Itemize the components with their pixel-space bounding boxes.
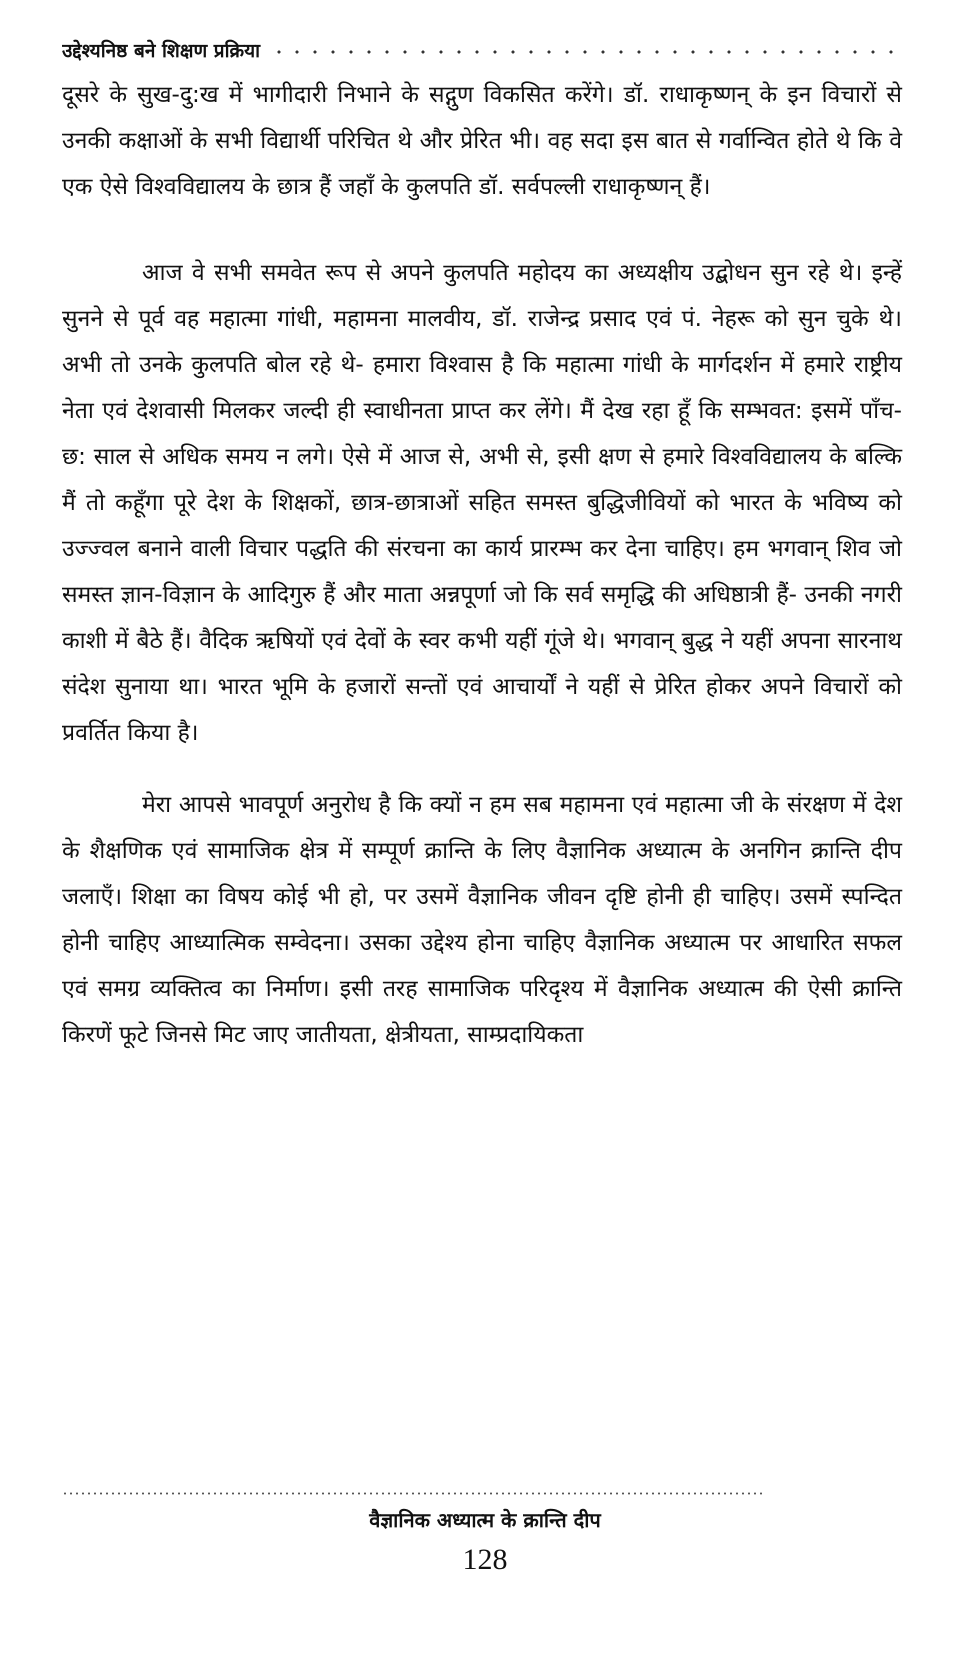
paragraph-appeal: मेरा आपसे भावपूर्ण अनुरोध है कि क्यों न हम सब महामना एवं महात्मा जी के संरक्षण में देश के शैक्षणिक एवं सामाजिक क्षेत्र में सम्पूर्ण क्रान्ति के लिए वैज्ञानिक अध्यात्म के अनगिन क्रान्ति दीप जलाएँ। शिक्षा का विषय कोई भी हो, पर उसमें वैज्ञानिक जीवन दृष्टि होनी ही चाहिए। उसमें स्पन्दित होनी चाहिए आध्यात्मिक सम्वेदना। उसका उद्देश्य होना चाहिए वैज्ञानिक अध्यात्म पर आधारित सफल एवं समग्र व्यक्तित्व का निर्माण। इसी तरह सामाजिक परिदृश्य में वैज्ञानिक अध्यात्म की ऐसी क्रान्ति किरणें फूटे जिनसे मिट जाए जातीयता, क्षेत्रीयता, साम्प्रदायिकता <box>62 792 902 1048</box>
header-dotted-leader <box>270 50 902 54</box>
page-number: 128 <box>462 1543 508 1576</box>
footer-dotted-rule <box>62 1492 762 1495</box>
running-header-title: उद्देश्यनिष्ठ बने शिक्षण प्रक्रिया <box>62 40 261 62</box>
body-text <box>62 72 902 1058</box>
paragraph-chancellor-address: आज वे सभी समवेत रूप से अपने कुलपति महोदय का अध्यक्षीय उद्बोधन सुन रहे थे। इन्हें सुनने से पूर्व वह महात्मा गांधी, महामना मालवीय, डॉ. राजेन्द्र प्रसाद एवं पं. नेहरू को सुन चुके थे। अभी तो उनके कुलपति बोल रहे थे- हमारा विश्वास है कि महात्मा गांधी के मार्गदर्शन में हमारे राष्ट्रीय नेता एवं देशवासी मिलकर जल्दी ही स्वाधीनता प्राप्त कर लेंगे। मैं देख रहा हूँ कि सम्भवत: इसमें पाँच-छ: साल से अधिक समय न लगे। ऐसे में आज से, अभी से, इसी क्षण से हमारे विश्वविद्यालय के बल्कि मैं तो कहूँगा पूरे देश के शिक्षकों, छात्र-छात्राओं सहित समस्त बुद्धिजीवियों को भारत के भविष्य को उज्ज्वल बनाने वाली विचार पद्धति की संरचना का कार्य प्रारम्भ कर देना चाहिए। हम भगवान् शिव जो समस्त ज्ञान-विज्ञान के आदिगुरु हैं और माता अन्नपूर्णा जो कि सर्व समृद्धि की अधिष्ठात्री हैं- उनकी नगरी काशी में बैठे हैं। वैदिक ऋषियों एवं देवों के स्वर कभी यहीं गूंजे थे। भगवान् बुद्ध ने यहीं अपना सारनाथ संदेश सुनाया था। भारत भूमि के हजारों सन्तों एवं आचार्यों ने यहीं से प्रेरित होकर अपने विचारों को प्रवर्तित किया है। <box>62 260 902 746</box>
paragraph-continuation: दूसरे के सुख-दु:ख में भागीदारी निभाने के सद्गुण विकसित करेंगे। डॉ. राधाकृष्णन् के इन विचारों से उनकी कक्षाओं के सभी विद्यार्थी परिचित थे और प्रेरित भी। वह सदा इस बात से गर्वान्वित होते थे कि वे एक ऐसे विश्वविद्यालय के छात्र हैं जहाँ के कुलपति डॉ. सर्वपल्ली राधाकृष्णन् हैं। <box>62 82 902 200</box>
running-header <box>62 34 902 66</box>
footer-book-title: वैज्ञानिक अध्यात्म के क्रान्ति दीप <box>369 1508 601 1532</box>
paragraph-gap <box>62 210 902 250</box>
paragraph-gap <box>62 756 902 782</box>
